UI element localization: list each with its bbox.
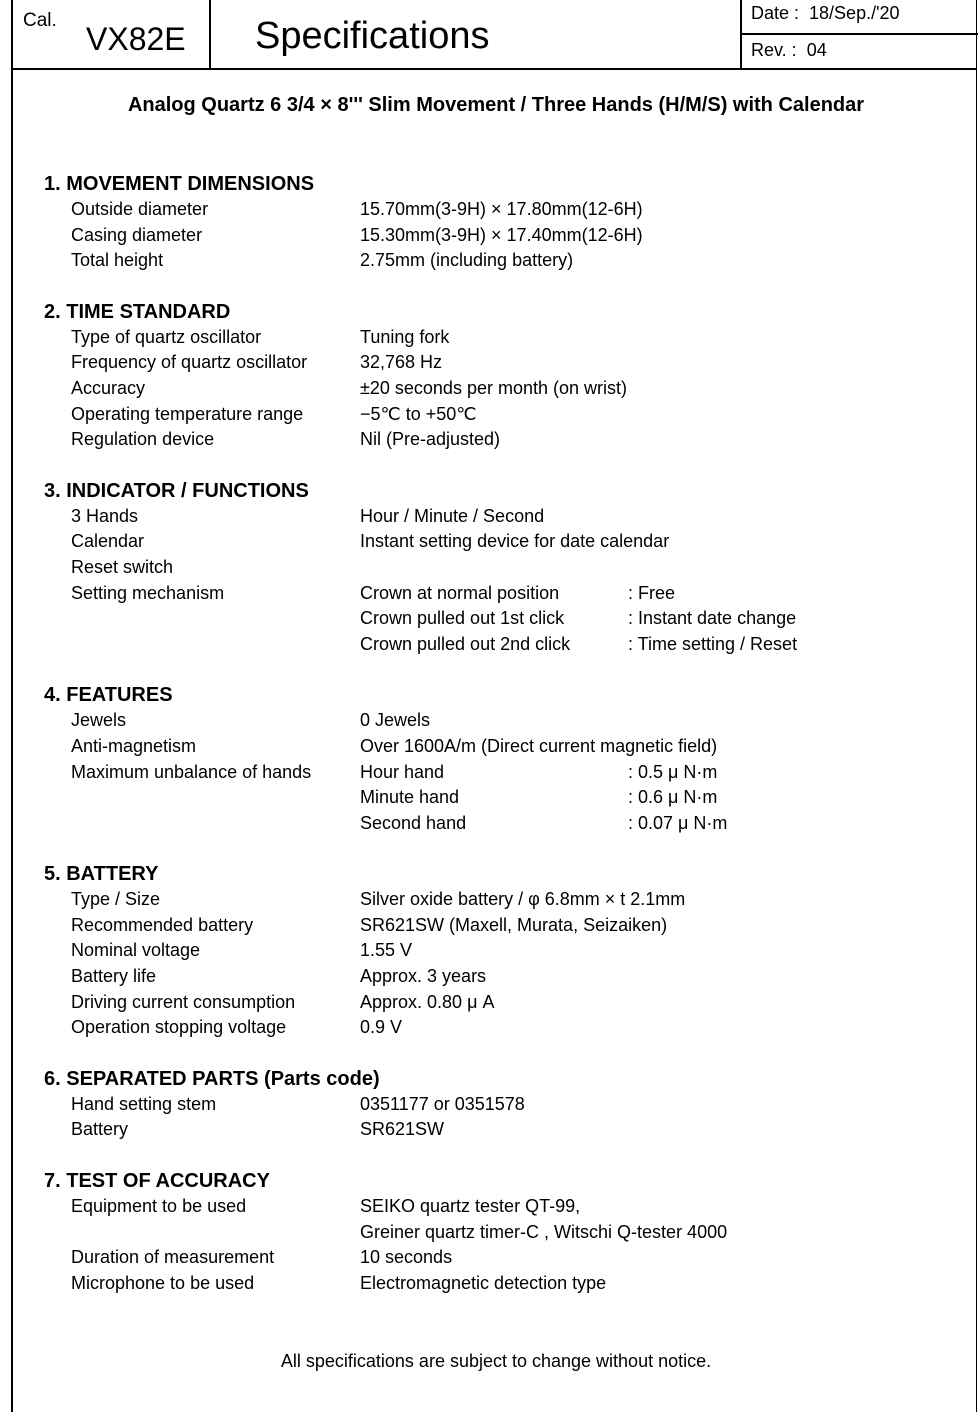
spec-value: Instant setting device for date calendar	[360, 531, 670, 552]
spec-subrow	[360, 760, 964, 786]
spec-label: Type of quartz oscillator	[71, 326, 262, 347]
footer-note: All specifications are subject to change without notice.	[280, 1351, 712, 1371]
spec-value: 0351177 or 0351578	[360, 1093, 525, 1114]
spec-row	[44, 760, 964, 837]
spec-value: 15.70mm(3-9H) × 17.80mm(12-6H)	[360, 199, 643, 219]
spec-label: Casing diameter	[71, 224, 203, 245]
spec-row	[44, 1271, 964, 1297]
spec-label: Nominal voltage	[71, 940, 201, 961]
spec-label: Duration of measurement	[71, 1247, 275, 1268]
spec-label: Battery	[71, 1119, 129, 1140]
spec-values	[360, 734, 964, 760]
section-heading: 6. SEPARATED PARTS (Parts code)	[44, 1067, 380, 1090]
spec-section	[44, 1168, 964, 1296]
spec-value: Greiner quartz timer-C , Witschi Q-tester 4000	[360, 1221, 728, 1242]
spec-values	[360, 938, 964, 964]
spec-label: Equipment to be used	[71, 1196, 247, 1217]
spec-label: Total height	[71, 250, 164, 271]
revision-field	[751, 40, 827, 61]
spec-label: Reset switch	[71, 556, 174, 577]
spec-row	[44, 708, 964, 734]
spec-subrow-value: : Instant date change	[628, 608, 797, 629]
spec-row	[44, 223, 964, 249]
spec-values	[360, 402, 964, 428]
spec-value: Hour / Minute / Second	[360, 505, 545, 526]
spec-subrow-item: Crown at normal position	[360, 582, 560, 603]
spec-row	[44, 350, 964, 376]
spec-row	[44, 1117, 964, 1143]
cal-label: Cal.	[23, 10, 57, 31]
spec-values	[360, 427, 964, 453]
spec-values	[360, 555, 964, 581]
spec-label: Driving current consumption	[71, 991, 296, 1012]
spec-values	[360, 581, 964, 658]
spec-subrow-value: : 0.6 μ N·m	[628, 787, 718, 808]
subtitle: Analog Quartz 6 3/4 × 8''' Slim Movement / Three Hands (H/M/S) with Calendar	[127, 94, 865, 116]
rev-label: Rev. :	[751, 40, 797, 60]
spec-row	[44, 197, 964, 223]
spec-values	[360, 376, 964, 402]
spec-subrow-item: Crown pulled out 1st click	[360, 608, 565, 629]
spec-value: Approx. 0.80 μ A	[360, 991, 495, 1012]
spec-row	[44, 1194, 964, 1245]
spec-values	[360, 350, 964, 376]
spec-values	[360, 529, 964, 555]
spec-subrow	[360, 811, 964, 837]
spec-value: 0 Jewels	[360, 710, 431, 731]
spec-row	[44, 734, 964, 760]
spec-label: Outside diameter	[71, 199, 209, 219]
spec-label: Recommended battery	[71, 914, 254, 935]
section-heading: 2. TIME STANDARD	[44, 300, 231, 323]
spec-label: Operating temperature range	[71, 403, 304, 424]
spec-values	[360, 708, 964, 734]
spec-row	[44, 887, 964, 913]
header-divider	[209, 0, 211, 68]
spec-row	[44, 504, 964, 530]
spec-row	[44, 248, 964, 274]
spec-row	[44, 376, 964, 402]
spec-subrow-value: : Time setting / Reset	[628, 633, 798, 654]
spec-values	[360, 504, 964, 530]
spec-row	[44, 529, 964, 555]
section-heading: 7. TEST OF ACCURACY	[44, 1170, 270, 1193]
spec-label: Maximum unbalance of hands	[71, 761, 312, 782]
spec-content	[44, 171, 964, 1321]
spec-value: 1.55 V	[360, 940, 413, 961]
spec-row	[44, 555, 964, 581]
spec-value: Electromagnetic detection type	[360, 1272, 607, 1293]
spec-section	[44, 171, 964, 274]
section-heading: 3. INDICATOR / FUNCTIONS	[44, 479, 309, 502]
spec-label: Hand setting stem	[71, 1093, 217, 1114]
spec-value: 0.9 V	[360, 1017, 403, 1038]
spec-section	[44, 682, 964, 836]
section-heading: 5. BATTERY	[44, 863, 159, 886]
spec-values	[360, 1271, 964, 1297]
section-heading: 1. MOVEMENT DIMENSIONS	[44, 173, 315, 195]
model-number: VX82E	[86, 21, 186, 57]
spec-subrow-item: Second hand	[360, 812, 467, 833]
spec-label: Regulation device	[71, 429, 215, 450]
spec-row	[44, 402, 964, 428]
header	[13, 0, 976, 70]
section-heading: 4. FEATURES	[44, 684, 173, 707]
spec-values	[360, 223, 964, 249]
spec-row	[44, 325, 964, 351]
spec-subrow-value: : Free	[628, 582, 676, 603]
spec-label: Jewels	[71, 710, 127, 731]
date-value: 18/Sep./'20	[809, 3, 900, 23]
spec-values	[360, 1015, 964, 1041]
spec-label: Operation stopping voltage	[71, 1017, 287, 1038]
header-divider	[740, 33, 978, 35]
spec-subrow-value: : 0.07 μ N·m	[628, 812, 728, 833]
spec-subrow	[360, 606, 964, 632]
spec-value: 32,768 Hz	[360, 352, 443, 373]
spec-subrow-item: Crown pulled out 2nd click	[360, 633, 571, 654]
spec-row	[44, 427, 964, 453]
spec-value: SR621SW (Maxell, Murata, Seizaiken)	[360, 914, 668, 935]
spec-values	[360, 1092, 964, 1118]
spec-value: −5℃ to +50℃	[360, 403, 477, 424]
spec-values	[360, 325, 964, 351]
spec-row	[44, 913, 964, 939]
spec-row	[44, 938, 964, 964]
spec-values	[360, 197, 964, 223]
spec-value: Over 1600A/m (Direct current magnetic field)	[360, 735, 718, 756]
spec-label: Battery life	[71, 966, 157, 987]
date-label: Date :	[751, 3, 800, 23]
spec-value: 2.75mm (including battery)	[360, 250, 574, 271]
spec-value: Approx. 3 years	[360, 966, 487, 987]
spec-label: Type / Size	[71, 889, 161, 910]
spec-row	[44, 581, 964, 658]
spec-section	[44, 299, 964, 453]
spec-value: Tuning fork	[360, 326, 450, 347]
spec-subrow-value: : 0.5 μ N·m	[628, 761, 718, 782]
spec-section	[44, 861, 964, 1041]
date-field	[751, 3, 900, 24]
spec-label: Setting mechanism	[71, 582, 225, 603]
spec-label: Calendar	[71, 531, 145, 552]
spec-section	[44, 478, 964, 658]
spec-row	[44, 964, 964, 990]
spec-values	[360, 1117, 964, 1143]
spec-value: SEIKO quartz tester QT-99,	[360, 1196, 581, 1217]
spec-values	[360, 760, 964, 837]
spec-label: Anti-magnetism	[71, 735, 197, 756]
spec-values	[360, 990, 964, 1016]
spec-values	[360, 1194, 964, 1245]
spec-row	[44, 990, 964, 1016]
page-title: Specifications	[255, 15, 490, 57]
spec-value: SR621SW	[360, 1119, 445, 1140]
spec-section	[44, 1066, 964, 1143]
spec-values	[360, 1245, 964, 1271]
spec-value: ±20 seconds per month (on wrist)	[360, 377, 627, 398]
spec-value	[360, 555, 964, 581]
spec-values	[360, 248, 964, 274]
spec-row	[44, 1015, 964, 1041]
spec-label: Accuracy	[71, 377, 146, 398]
spec-value: Silver oxide battery / φ 6.8mm × t 2.1mm	[360, 889, 686, 910]
spec-row	[44, 1092, 964, 1118]
rev-value: 04	[806, 40, 827, 60]
spec-subrow-item: Minute hand	[360, 787, 460, 808]
spec-label: Frequency of quartz oscillator	[71, 352, 308, 373]
spec-values	[360, 887, 964, 913]
spec-values	[360, 913, 964, 939]
spec-row	[44, 1245, 964, 1271]
spec-value: Nil (Pre-adjusted)	[360, 429, 501, 450]
spec-label: Microphone to be used	[71, 1272, 255, 1293]
spec-values	[360, 964, 964, 990]
spec-sheet	[11, 0, 977, 1412]
spec-subrow	[360, 632, 964, 658]
spec-subrow	[360, 785, 964, 811]
spec-value: 10 seconds	[360, 1247, 453, 1268]
spec-label: 3 Hands	[71, 505, 139, 526]
spec-subrow	[360, 581, 964, 607]
spec-value: 15.30mm(3-9H) × 17.40mm(12-6H)	[360, 224, 643, 245]
spec-subrow-item: Hour hand	[360, 761, 445, 782]
